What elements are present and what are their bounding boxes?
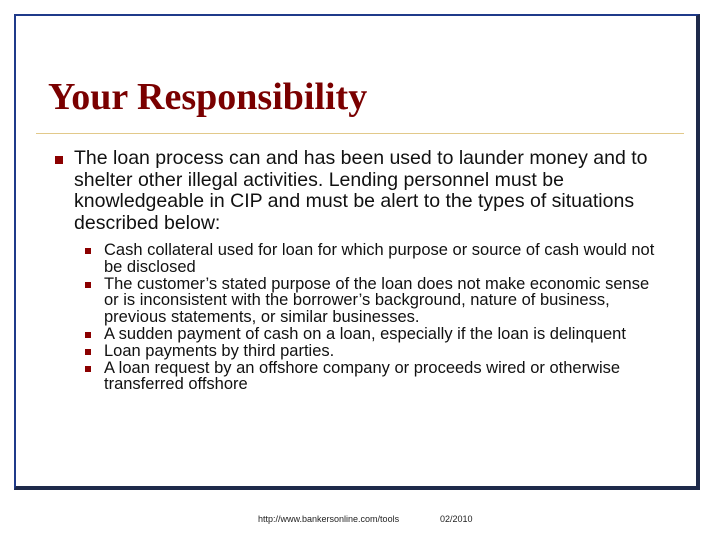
square-bullet-icon [85,282,91,288]
square-bullet-icon [85,366,91,372]
sub-bullet-item [74,276,654,326]
square-bullet-icon [55,156,63,164]
square-bullet-icon [85,332,91,338]
sub-bullet-text: A loan request by an offshore company or proceeds wired or otherwise transferred offshore [104,358,621,394]
sub-bullet-item [74,326,654,343]
slide-footer [0,514,720,528]
sub-bullet-item [74,360,654,394]
slide-title: Your Responsibility [48,76,368,118]
square-bullet-icon [85,248,91,254]
sub-bullet-item [74,242,654,276]
square-bullet-icon [85,349,91,355]
main-bullet-text: The loan process can and has been used to launder money and to shelter other illegal activities. Lending personnel must be knowledgeable in CIP and must be alert to the types of situations described below: [74,147,648,234]
footer-url[interactable]: http://www.bankersonline.com/tools [258,514,400,524]
sub-bullet-text: The customer’s stated purpose of the loan does not make economic sense or is inconsistent with the borrower’s background, nature of business, previous statements, or similar businesses. [104,274,650,327]
sub-bullet-text: Loan payments by third parties. [104,341,335,360]
footer-date: 02/2010 [440,514,473,524]
sub-bullet-text: A sudden payment of cash on a loan, especially if the loan is delinquent [104,324,626,343]
sub-bullet-list [74,242,654,393]
bullet-list [44,148,654,393]
sub-bullet-item [74,343,654,360]
main-bullet-item [44,148,654,393]
sub-bullet-text: Cash collateral used for loan for which purpose or source of cash would not be disclosed [104,241,655,276]
title-divider [36,133,684,134]
